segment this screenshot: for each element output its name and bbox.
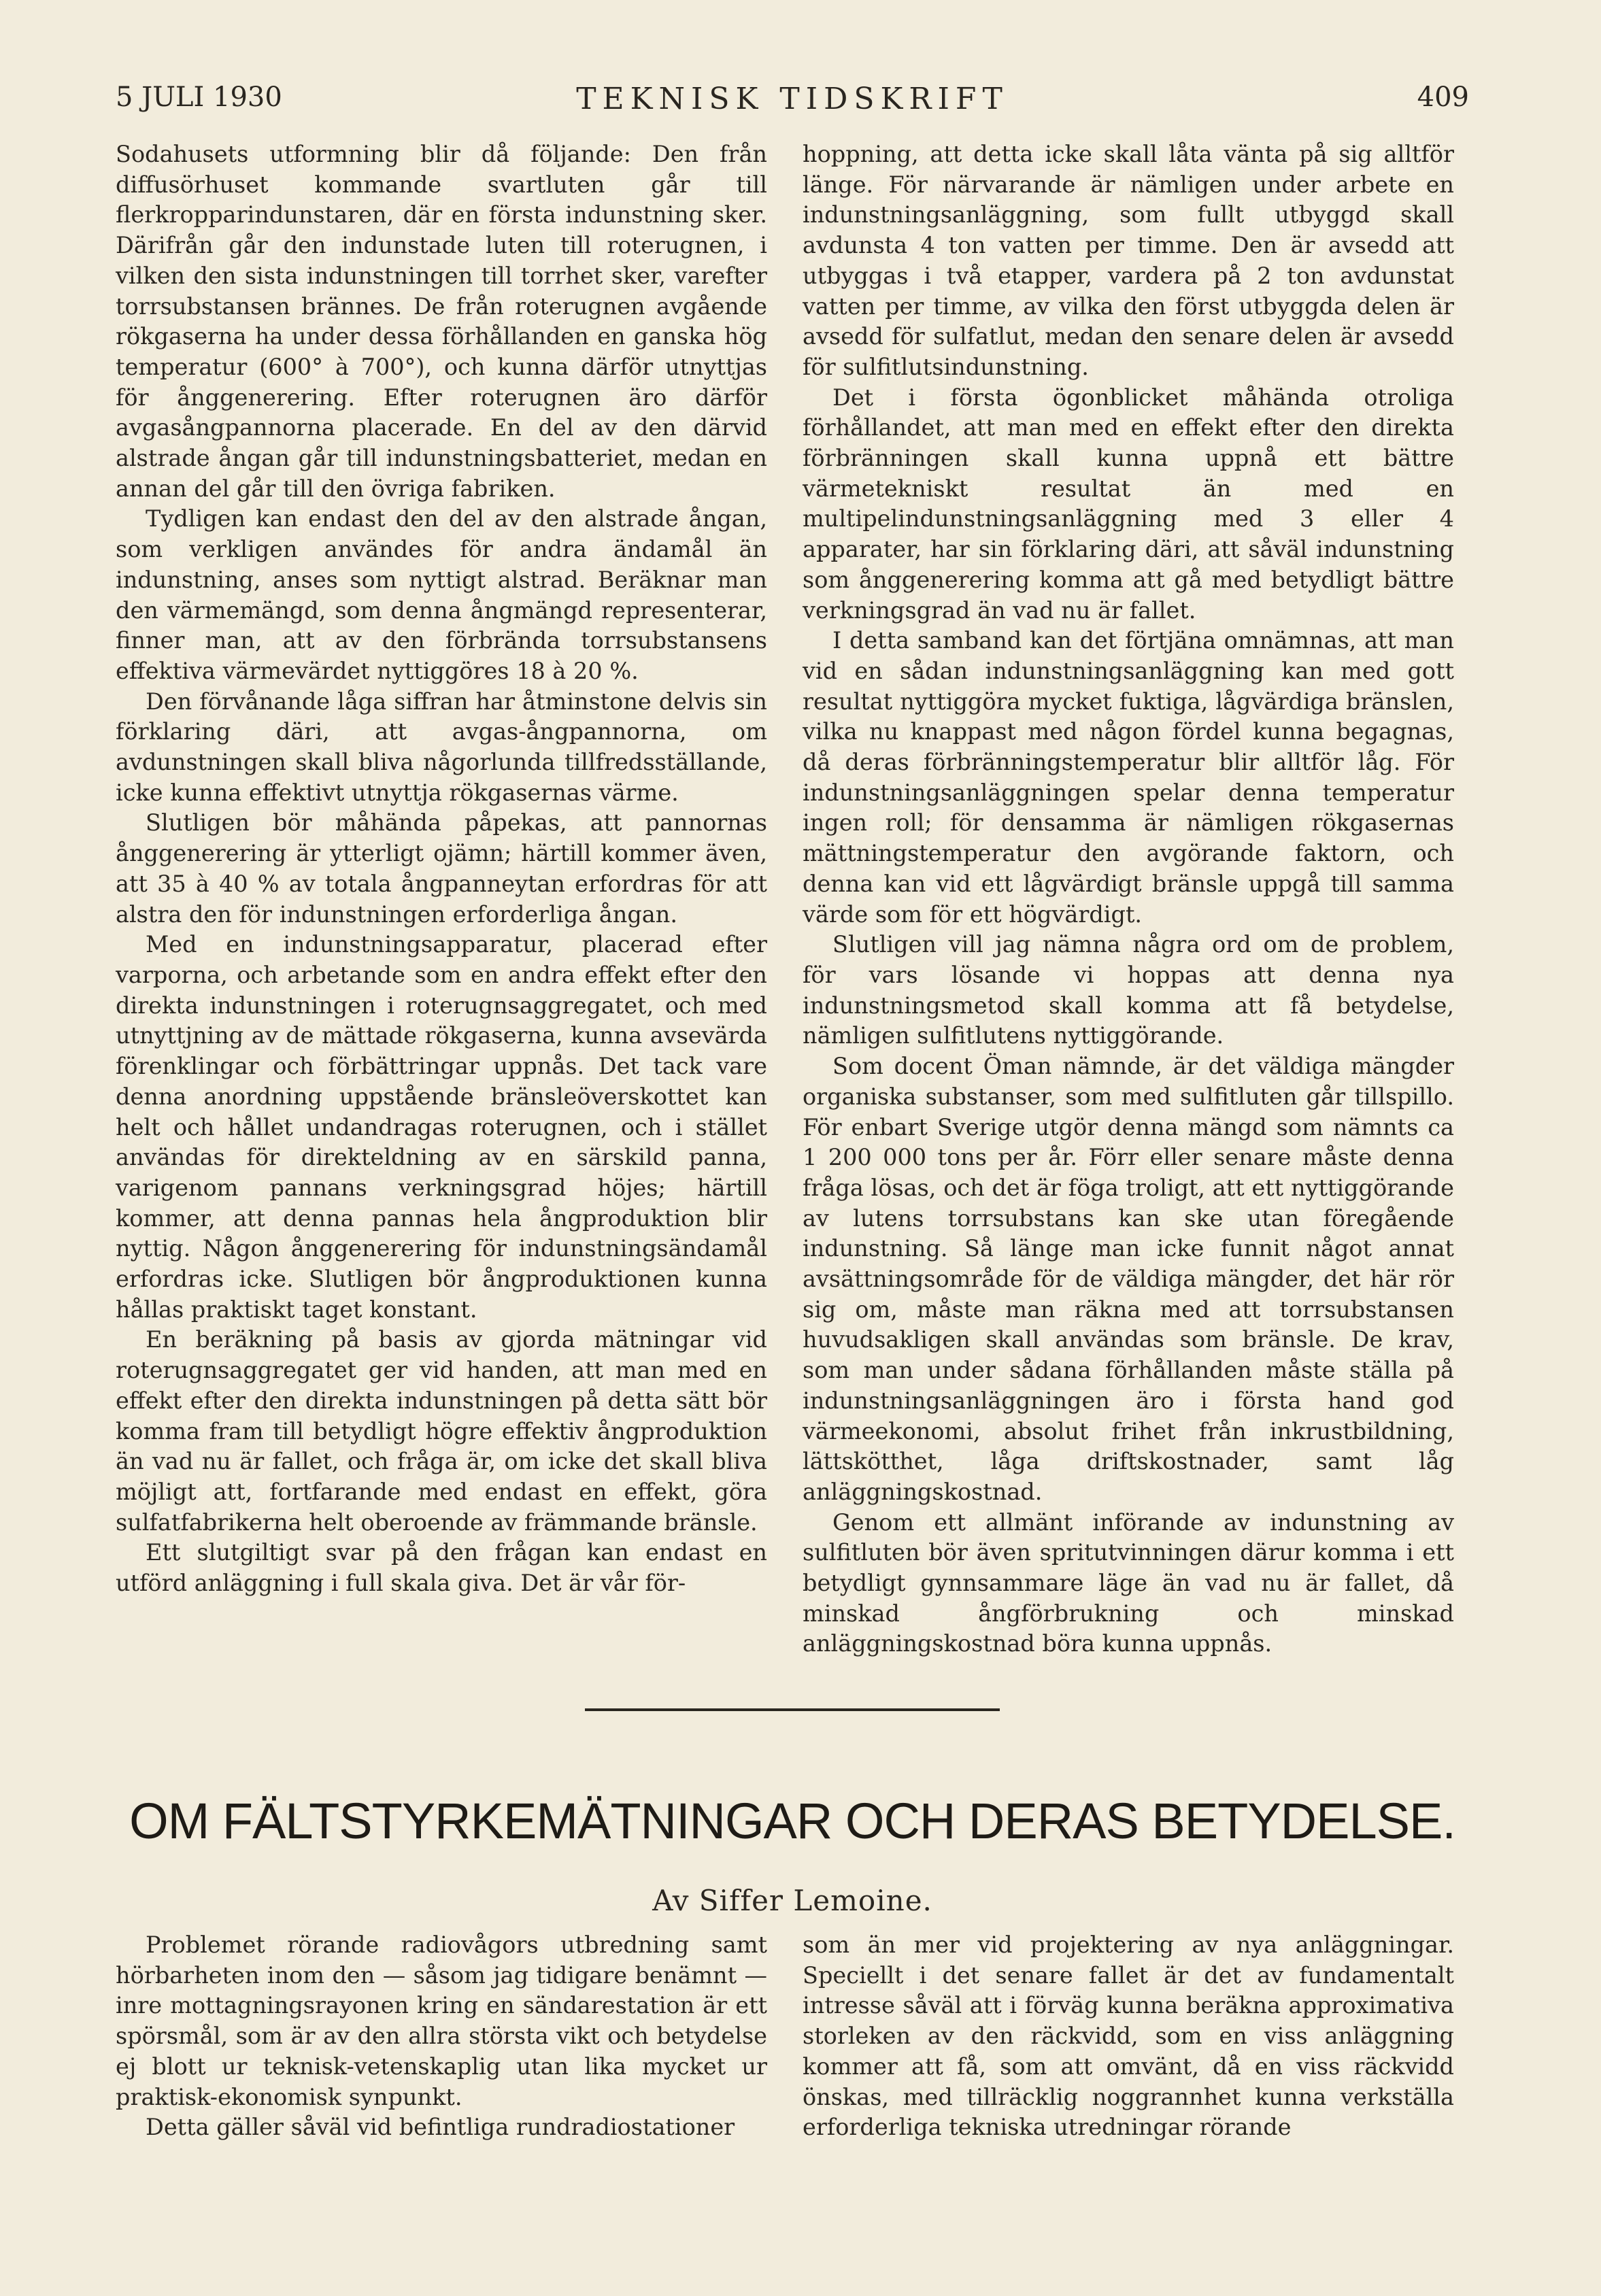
article2-byline: Av Siffer Lemoine.	[652, 1884, 932, 1917]
article1-left-column	[116, 139, 767, 1599]
paragraph: Slutligen vill jag nämna några ord om de problem, för vars lösande vi hoppas att denna nya indunstningsmetod skall komma att få betydelse, nämligen sulfitlutens nyttiggörande.	[803, 931, 1454, 1049]
paragraph: Genom ett allmänt införande av indunstning av sulfitluten bör även spritutvinningen därur komma i ett betydligt gynnsammare läge än vad nu är fallet, då minskad ångförbrukning och minskad anläggningskostnad böra kunna uppnås.	[803, 1508, 1454, 1657]
paragraph: Den förvånande låga siffran har åtminstone delvis sin förklaring däri, att avgas-ångpannorna, om avdunstningen skall bliva någorlunda tillfredsställande, icke kunna effektivt utnyttja rökgasernas värme.	[116, 688, 767, 806]
page-header	[116, 82, 1469, 122]
paragraph: Som docent Öman nämnde, är det väldiga mängder organiska substanser, som med sulfitluten går tillspillo. För enbart Sverige utgör denna mängd som nämnts ca 1 200 000 tons per år. Förr eller senare måste denna fråga lösas, och det är föga troligt, att ett nyttiggörande av lutens torrsubstans kan ske utan föregående indunstning. Så länge man icke funnit något annat avsättningsområde för de väldiga mängder, det här rör sig om, måste man räkna med att torrsubstansen huvudsakligen skall användas som bränsle. De krav, som man under sådana förhållanden måste ställa på indunstningsanläggningen äro i första hand god värmeekonomi, absolut frihet från inkrustbildning, lättskötthet, låga driftskostnader, samt låg anläggningskostnad.	[803, 1053, 1454, 1505]
paragraph: Det i första ögonblicket måhända otroliga förhållandet, att man med en effekt efter den direkta förbränningen skall kunna uppnå ett bättre värmetekniskt resultat än med en multipelindunstningsanläggning med 3 eller 4 apparater, har sin förklaring däri, att såväl indunstning som ånggenerering komma att gå med betydligt bättre verkningsgrad än vad nu är fallet.	[803, 384, 1454, 624]
paragraph: som än mer vid projektering av nya anläggningar. Speciellt i det senare fallet är det av fundamentalt intresse såväl att i förväg kunna beräkna approximativa storleken av den räckvidd, som en viss anläggning kommer att få, som att omvänt, då en viss räckvidd önskas, med tillräcklig noggrannhet kunna verkställa erforderliga tekniska utredningar rörande	[803, 1931, 1454, 2141]
article2-left-column	[116, 1930, 767, 2143]
paragraph: Tydligen kan endast den del av den alstrade ångan, som verkligen användes för andra ändamål än indunstning, anses som nyttigt alstrad. Beräknar man den värmemängd, som denna ångmängd representerar, finner man, att av den förbrända torrsubstansens effektiva värmevärdet nyttiggöres 18 à 20 %.	[116, 505, 767, 684]
article2-title: OM FÄLTSTYRKEMÄTNINGAR OCH DERAS BETYDELSE.	[129, 1793, 1455, 1849]
journal-title: TEKNISK TIDSKRIFT	[576, 82, 1009, 116]
paragraph: Ett slutgiltigt svar på den frågan kan endast en utförd anläggning i full skala giva. Det är vår för-	[116, 1539, 767, 1597]
article-divider	[585, 1708, 1000, 1711]
paragraph: I detta samband kan det förtjäna omnämnas, att man vid en sådan indunstningsanläggning kan med gott resultat nyttiggöra mycket fuktiga, lågvärdiga bränslen, vilka nu knappast med någon fördel kunna begagnas, då deras förbränningstemperatur blir alltför låg. För indunstningsanläggningen spelar denna temperatur ingen roll; för densamma är nämligen rökgasernas mättningstemperatur den avgörande faktorn, och denna kan vid ett lågvärdigt bränsle uppgå till samma värde som för ett högvärdigt.	[803, 627, 1454, 928]
paragraph: Detta gäller såväl vid befintliga rundradiostationer	[146, 2114, 735, 2141]
page-number: 409	[1417, 82, 1469, 113]
paragraph: Med en indunstningsapparatur, placerad efter varporna, och arbetande som en andra effekt efter den direkta indunstningen i roterugnsaggregatet, och med utnyttjning av de mättade rökgaserna, kunna avsevärda förenklingar och förbättringar uppnås. Det tack vare denna anordning uppstående bränsleöverskottet kan helt och hållet undandragas roterugnen, och i stället användas för direkteldning av en särskild panna, varigenom pannans verkningsgrad höjes; härtill kommer, att denna pannas hela ångproduktion blir nyttig. Någon ånggenerering för indunstningsändamål erfordras icke. Slutligen bör ångproduktionen kunna hållas praktiskt taget konstant.	[116, 931, 767, 1323]
paragraph: Slutligen bör måhända påpekas, att pannornas ånggenerering är ytterligt ojämn; härtill kommer även, att 35 à 40 % av totala ångpanneytan erfordras för att alstra den för indunstningen erforderliga ångan.	[116, 809, 767, 928]
paragraph: Problemet rörande radiovågors utbredning samt hörbarheten inom den — såsom jag tidigare benämnt — inre mottagningsrayonen kring en sändarestation är ett spörsmål, som är av den allra största vikt och betydelse ej blott ur teknisk-vetenskaplig utan lika mycket ur praktisk-ekonomisk synpunkt.	[116, 1931, 767, 2110]
issue-date: 5 JULI 1930	[116, 82, 282, 113]
paragraph: En beräkning på basis av gjorda mätningar vid roterugnsaggregatet ger vid handen, att man med en effekt efter den direkta indunstningen på detta sätt bör komma fram till betydligt högre effektiv ångproduktion än vad nu är fallet, och fråga är, om icke det skall bliva möjligt att, fortfarande med endast en effekt, göra sulfatfabrikerna helt oberoende av främmande bränsle.	[116, 1326, 767, 1536]
article1-right-column	[803, 139, 1454, 1659]
article2-right-column	[803, 1930, 1454, 2143]
paragraph: Sodahusets utformning blir då följande: Den från diffusörhuset kommande svartluten går till flerkropparindunstaren, där en första indunstning sker. Därifrån går den indunstade luten till roterugnen, i vilken den sista indunstningen till torrhet sker, varefter torrsubstansen brännes. De från roterugnen avgående rökgaserna ha under dessa förhållanden en ganska hög temperatur (600° à 700°), och kunna därför utnyttjas för ånggenerering. Efter roterugnen äro därför avgasångpannorna placerade. En del av den därvid alstrade ångan går till indunstningsbatteriet, medan en annan del går till den övriga fabriken.	[116, 141, 767, 502]
paragraph: hoppning, att detta icke skall låta vänta på sig alltför länge. För närvarande är nämligen under arbete en indunstningsanläggning, som fullt utbyggd skall avdunsta 4 ton vatten per timme. Den är avsedd att utbyggas i två etapper, vardera på 2 ton avdunstat vatten per timme, av vilka den först utbyggda delen är avsedd för sulfatlut, medan den senare delen är avsedd för sulfitlutsindunstning.	[803, 141, 1454, 380]
